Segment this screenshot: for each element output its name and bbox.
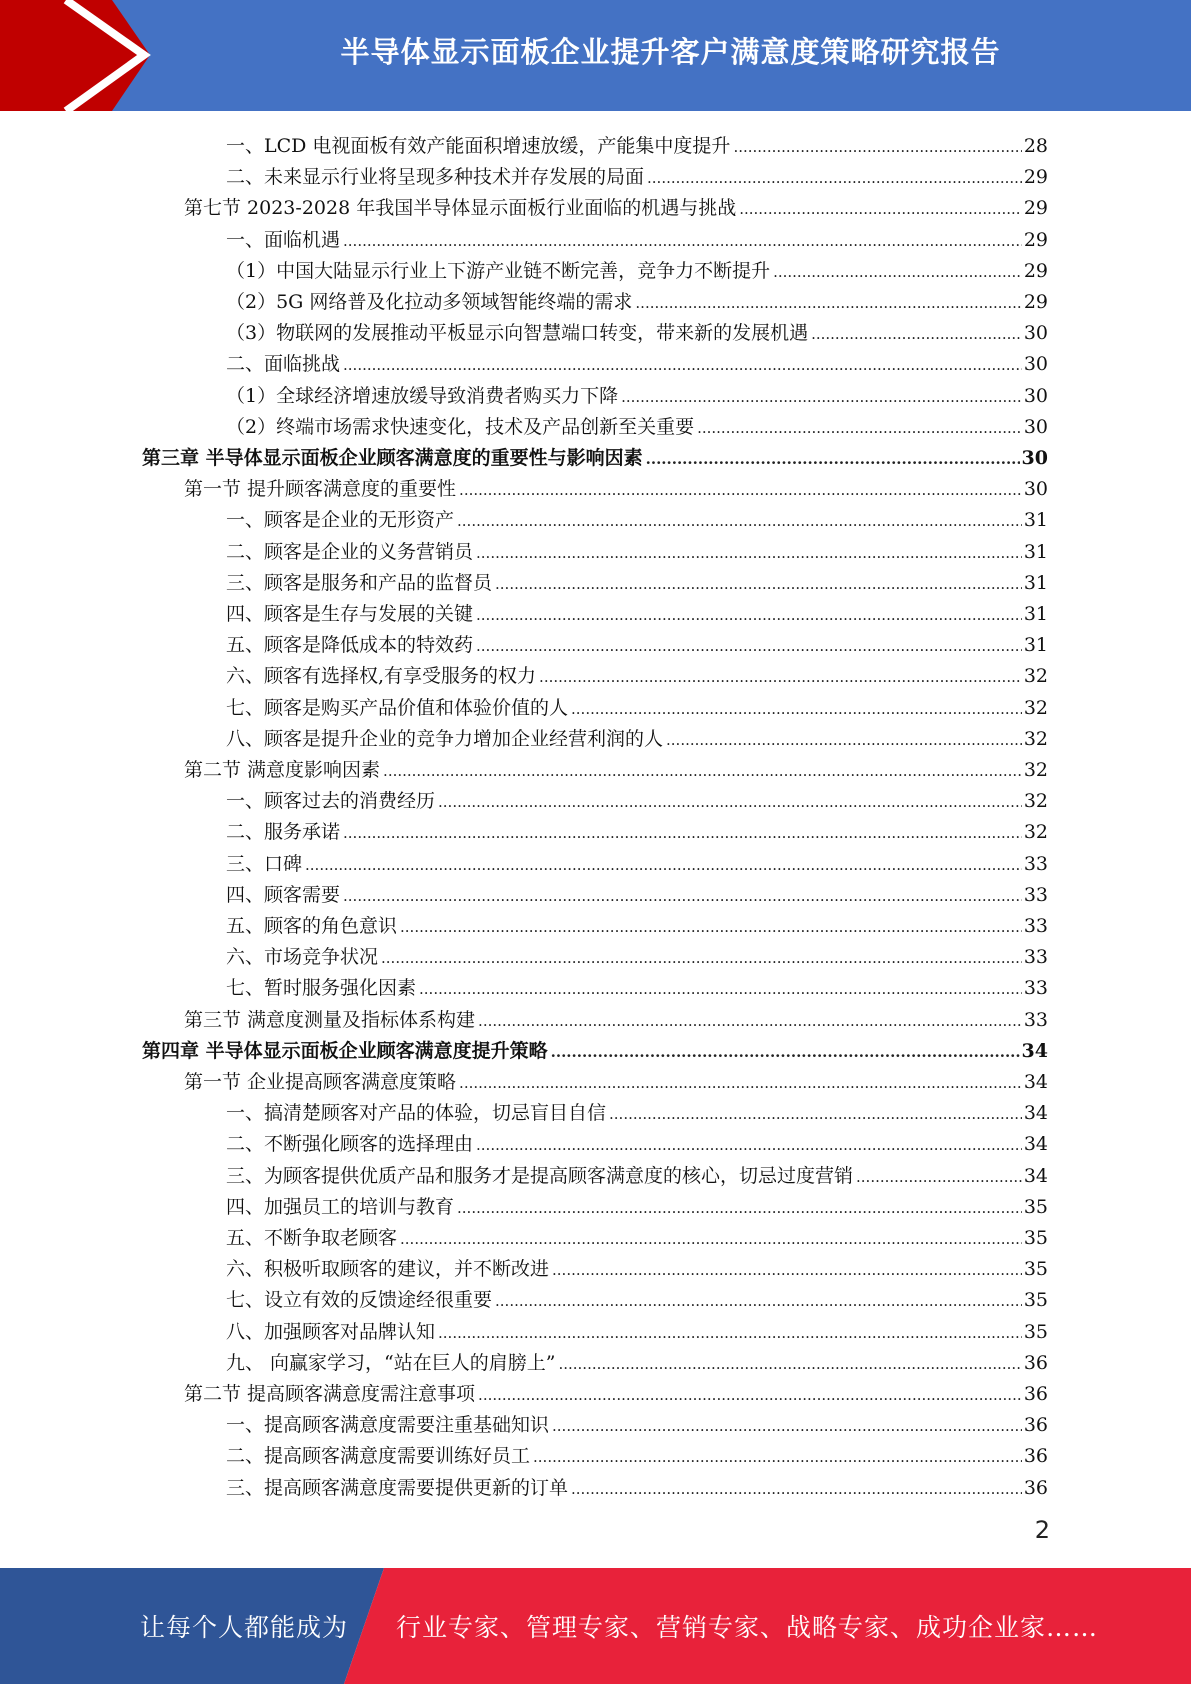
toc-entry-page: 32: [1023, 727, 1048, 750]
toc-dot-leader: [457, 508, 1022, 532]
toc-entry-page: 33: [1023, 883, 1048, 906]
toc-entry-page: 31: [1023, 634, 1048, 657]
toc-entry-title: 一、顾客过去的消费经历: [226, 790, 436, 813]
toc-chapter-entry[interactable]: [142, 439, 1048, 470]
toc-entry-title: （1）中国大陆显示行业上下游产业链不断完善，竞争力不断提升: [226, 259, 771, 282]
toc-dot-leader: [733, 134, 1021, 158]
footer-slogan-right: 行业专家、管理专家、营销专家、战略专家、成功企业家……: [396, 1613, 1099, 1642]
toc-entry-title: 六、市场竞争状况: [226, 946, 379, 969]
toc-entry-page: 30: [1023, 415, 1048, 438]
toc-item-entry[interactable]: [226, 1406, 1048, 1437]
toc-entry-title: 第三章 半导体显示面板企业顾客满意度的重要性与影响因素: [142, 447, 643, 469]
toc-dot-leader: [552, 1257, 1022, 1281]
header-banner: [0, 0, 1191, 111]
toc-entry-title: 四、顾客需要: [226, 883, 341, 906]
toc-entry-title: 五、顾客的角色意识: [226, 915, 398, 937]
toc-dot-leader: [558, 1351, 1021, 1375]
toc-item-entry[interactable]: [226, 1437, 1048, 1468]
toc-entry-page: 32: [1023, 821, 1048, 844]
toc-entry-page: 31: [1023, 540, 1048, 563]
toc-dot-leader: [343, 228, 1022, 252]
toc-item-entry[interactable]: [226, 1157, 1048, 1188]
toc-entry-title: （3）物联网的发展推动平板显示向智慧端口转变，带来新的发展机遇: [226, 322, 809, 345]
toc-entry-title: 第二节 满意度影响因素: [184, 759, 381, 781]
footer-banner: [0, 1568, 1191, 1684]
toc-dot-leader: [697, 415, 1022, 439]
toc-entry-page: 36: [1023, 1476, 1048, 1499]
toc-item-entry[interactable]: [226, 813, 1048, 844]
toc-entry-page: 33: [1023, 852, 1048, 875]
toc-entry-title: 八、顾客是提升企业的竞争力增加企业经营利润的人: [226, 727, 664, 750]
toc-entry-page: 35: [1023, 1320, 1048, 1343]
toc-dot-leader: [495, 1288, 1022, 1312]
toc-entry-page: 35: [1023, 1227, 1048, 1249]
toc-dot-leader: [646, 446, 1020, 470]
toc-entry-title: 二、面临挑战: [226, 353, 341, 376]
toc-entry-page: 32: [1023, 790, 1048, 813]
toc-entry-title: 七、设立有效的反馈途经很重要: [226, 1289, 493, 1312]
toc-entry-title: 二、提高顾客满意度需要训练好员工: [226, 1445, 531, 1468]
toc-item-entry[interactable]: [226, 595, 1048, 626]
toc-entry-page: 33: [1023, 1008, 1048, 1031]
toc-item-entry[interactable]: [226, 1250, 1048, 1281]
toc-entry-page: 35: [1023, 1289, 1048, 1312]
toc-dot-leader: [383, 758, 1022, 782]
toc-entry-title: 八、加强顾客对品牌认知: [226, 1320, 436, 1343]
toc-entry-title: 五、不断争取老顾客: [226, 1227, 398, 1249]
toc-dot-leader: [478, 1382, 1022, 1406]
toc-dot-leader: [459, 477, 1022, 501]
toc-entry-title: 二、顾客是企业的义务营销员: [226, 540, 474, 563]
toc-entry-page: 30: [1023, 322, 1048, 345]
toc-item-entry[interactable]: [226, 1219, 1048, 1250]
toc-item-entry[interactable]: [226, 1344, 1048, 1375]
toc-entry-title: 一、面临机遇: [226, 228, 341, 251]
toc-dot-leader: [400, 1226, 1022, 1250]
toc-entry-page: 29: [1023, 228, 1048, 251]
toc-dot-leader: [551, 1039, 1020, 1063]
toc-entry-title: 七、顾客是购买产品价值和体验价值的人: [226, 696, 569, 719]
toc-item-entry[interactable]: [226, 907, 1048, 938]
toc-entry-page: 28: [1023, 135, 1048, 157]
toc-entry-title: 三、提高顾客满意度需要提供更新的订单: [226, 1476, 569, 1499]
toc-dot-leader: [438, 789, 1022, 813]
toc-dot-leader: [478, 1008, 1022, 1032]
toc-dot-leader: [343, 352, 1022, 376]
toc-entry-page: 32: [1023, 759, 1048, 781]
toc-entry-page: 36: [1023, 1383, 1048, 1405]
toc-entry-page: 34: [1021, 1039, 1048, 1062]
toc-item-entry[interactable]: [226, 158, 1048, 189]
toc-entry-page: 31: [1023, 509, 1048, 532]
toc-item-entry[interactable]: [226, 127, 1048, 158]
toc-item-entry[interactable]: [226, 1125, 1048, 1156]
report-title: 半导体显示面板企业提升客户满意度策略研究报告: [340, 34, 1001, 69]
toc-item-entry[interactable]: [226, 345, 1048, 376]
toc-item-entry[interactable]: [226, 876, 1048, 907]
toc-entry-page: 30: [1023, 384, 1048, 407]
toc-entry-title: 二、不断强化顾客的选择理由: [226, 1133, 474, 1156]
toc-entry-title: 二、未来显示行业将呈现多种技术并存发展的局面: [226, 166, 645, 189]
toc-entry-page: 31: [1023, 603, 1048, 625]
toc-dot-leader: [811, 321, 1022, 345]
toc-entry-title: 第一节 提升顾客满意度的重要性: [184, 478, 457, 501]
toc-entry-page: 34: [1023, 1164, 1048, 1187]
toc-entry-page: 34: [1023, 1071, 1048, 1093]
toc-entry-page: 36: [1023, 1414, 1048, 1437]
toc-entry-title: （2）5G 网络普及化拉动多领域智能终端的需求: [226, 291, 633, 313]
toc-dot-leader: [739, 196, 1022, 220]
toc-item-entry[interactable]: [226, 377, 1048, 408]
toc-entry-page: 31: [1023, 571, 1048, 594]
toc-dot-leader: [459, 1070, 1022, 1094]
toc-entry-title: 七、暂时服务强化因素: [226, 977, 417, 1000]
toc-item-entry[interactable]: [226, 657, 1048, 688]
toc-dot-leader: [476, 1132, 1022, 1156]
toc-dot-leader: [419, 976, 1022, 1000]
toc-item-entry[interactable]: [226, 314, 1048, 345]
toc-item-entry[interactable]: [226, 689, 1048, 720]
toc-item-entry[interactable]: [226, 1313, 1048, 1344]
toc-entry-title: 五、顾客是降低成本的特效药: [226, 634, 474, 657]
toc-dot-leader: [476, 602, 1022, 626]
toc-dot-leader: [571, 1476, 1022, 1500]
toc-section-entry[interactable]: [184, 189, 1048, 220]
toc-entry-title: （1）全球经济增速放缓导致消费者购买力下降: [226, 384, 619, 407]
toc-item-entry[interactable]: [226, 408, 1048, 439]
toc-entry-page: 29: [1023, 197, 1048, 220]
toc-dot-leader: [856, 1164, 1022, 1188]
toc-entry-page: 32: [1023, 696, 1048, 719]
toc-dot-leader: [381, 945, 1022, 969]
toc-item-entry[interactable]: [226, 1281, 1048, 1312]
toc-dot-leader: [647, 165, 1022, 189]
toc-entry-page: 32: [1023, 665, 1048, 688]
toc-entry-title: 二、服务承诺: [226, 821, 341, 844]
toc-entry-page: 36: [1023, 1445, 1048, 1468]
toc-item-entry[interactable]: [226, 283, 1048, 314]
toc-dot-leader: [621, 384, 1022, 408]
toc-dot-leader: [476, 633, 1022, 657]
toc-section-entry[interactable]: [184, 1063, 1048, 1094]
toc-entry-title: 四、加强员工的培训与教育: [226, 1195, 455, 1218]
toc-entry-title: 三、口碑: [226, 852, 303, 875]
toc-entry-title: 六、顾客有选择权,有享受服务的权力: [226, 665, 537, 688]
toc-dot-leader: [400, 914, 1022, 938]
toc-section-entry[interactable]: [184, 751, 1048, 782]
toc-entry-title: 三、顾客是服务和产品的监督员: [226, 571, 493, 594]
toc-item-entry[interactable]: [226, 564, 1048, 595]
toc-dot-leader: [438, 1320, 1022, 1344]
toc-dot-leader: [457, 1195, 1022, 1219]
toc-entry-title: 第一节 企业提高顾客满意度策略: [184, 1071, 457, 1093]
toc-dot-leader: [476, 540, 1022, 564]
toc-entry-page: 34: [1023, 1102, 1048, 1125]
toc-item-entry[interactable]: [226, 1188, 1048, 1219]
toc-entry-title: 四、顾客是生存与发展的关键: [226, 603, 474, 625]
toc-entry-title: 第七节 2023-2028 年我国半导体显示面板行业面临的机遇与挑战: [184, 197, 737, 220]
toc-item-entry[interactable]: [226, 782, 1048, 813]
toc-entry-page: 30: [1023, 478, 1048, 501]
page-number: 2: [1034, 1516, 1050, 1544]
toc-item-entry[interactable]: [226, 252, 1048, 283]
toc-item-entry[interactable]: [226, 533, 1048, 564]
toc-entry-page: 29: [1023, 259, 1048, 282]
toc-item-entry[interactable]: [226, 845, 1048, 876]
toc-entry-title: 一、LCD 电视面板有效产能面积增速放缓，产能集中度提升: [226, 135, 731, 157]
toc-entry-title: 第二节 提高顾客满意度需注意事项: [184, 1383, 476, 1405]
toc-dot-leader: [343, 883, 1022, 907]
toc-item-entry[interactable]: [226, 969, 1048, 1000]
toc-entry-page: 30: [1021, 447, 1048, 469]
toc-item-entry[interactable]: [226, 720, 1048, 751]
toc-dot-leader: [495, 571, 1022, 595]
toc-item-entry[interactable]: [226, 626, 1048, 657]
toc-entry-page: 29: [1023, 166, 1048, 189]
toc-entry-title: （2）终端市场需求快速变化，技术及产品创新至关重要: [226, 415, 695, 438]
toc-entry-title: 九、 向赢家学习，“站在巨人的肩膀上”: [226, 1351, 556, 1374]
toc-dot-leader: [539, 664, 1022, 688]
toc-entry-title: 一、顾客是企业的无形资产: [226, 509, 455, 532]
toc-entry-title: 一、提高顾客满意度需要注重基础知识: [226, 1414, 550, 1437]
toc-entry-page: 30: [1023, 353, 1048, 376]
toc-dot-leader: [635, 290, 1021, 314]
toc-entry-title: 第四章 半导体显示面板企业顾客满意度提升策略: [142, 1039, 548, 1062]
toc-item-entry[interactable]: [226, 221, 1048, 252]
toc-entry-page: 35: [1023, 1195, 1048, 1218]
toc-entry-page: 36: [1023, 1351, 1048, 1374]
toc-entry-title: 三、为顾客提供优质产品和服务才是提高顾客满意度的核心，切忌过度营销: [226, 1164, 854, 1187]
toc-dot-leader: [609, 1101, 1022, 1125]
toc-dot-leader: [552, 1413, 1022, 1437]
toc-entry-page: 35: [1023, 1258, 1048, 1281]
toc-item-entry[interactable]: [226, 1094, 1048, 1125]
toc-item-entry[interactable]: [226, 938, 1048, 969]
toc-entry-page: 34: [1023, 1133, 1048, 1156]
toc-entry-page: 29: [1023, 291, 1048, 313]
toc-dot-leader: [666, 727, 1022, 751]
toc-item-entry[interactable]: [226, 1469, 1048, 1500]
toc-section-entry[interactable]: [184, 470, 1048, 501]
toc-section-entry[interactable]: [184, 1001, 1048, 1032]
toc-entry-page: 33: [1023, 915, 1048, 937]
toc-entry-title: 第三节 满意度测量及指标体系构建: [184, 1008, 476, 1031]
toc-item-entry[interactable]: [226, 501, 1048, 532]
toc-dot-leader: [571, 696, 1022, 720]
toc-entry-title: 六、积极听取顾客的建议，并不断改进: [226, 1258, 550, 1281]
toc-section-entry[interactable]: [184, 1375, 1048, 1406]
toc-entry-page: 33: [1023, 977, 1048, 1000]
toc-dot-leader: [305, 852, 1022, 876]
toc-entry-page: 33: [1023, 946, 1048, 969]
toc-dot-leader: [533, 1444, 1022, 1468]
toc-chapter-entry[interactable]: [142, 1032, 1048, 1063]
toc-dot-leader: [343, 820, 1022, 844]
toc-dot-leader: [773, 259, 1022, 283]
toc-entry-title: 一、搞清楚顾客对产品的体验，切忌盲目自信: [226, 1102, 607, 1125]
footer-slogan-left: 让每个人都能成为: [140, 1613, 349, 1642]
